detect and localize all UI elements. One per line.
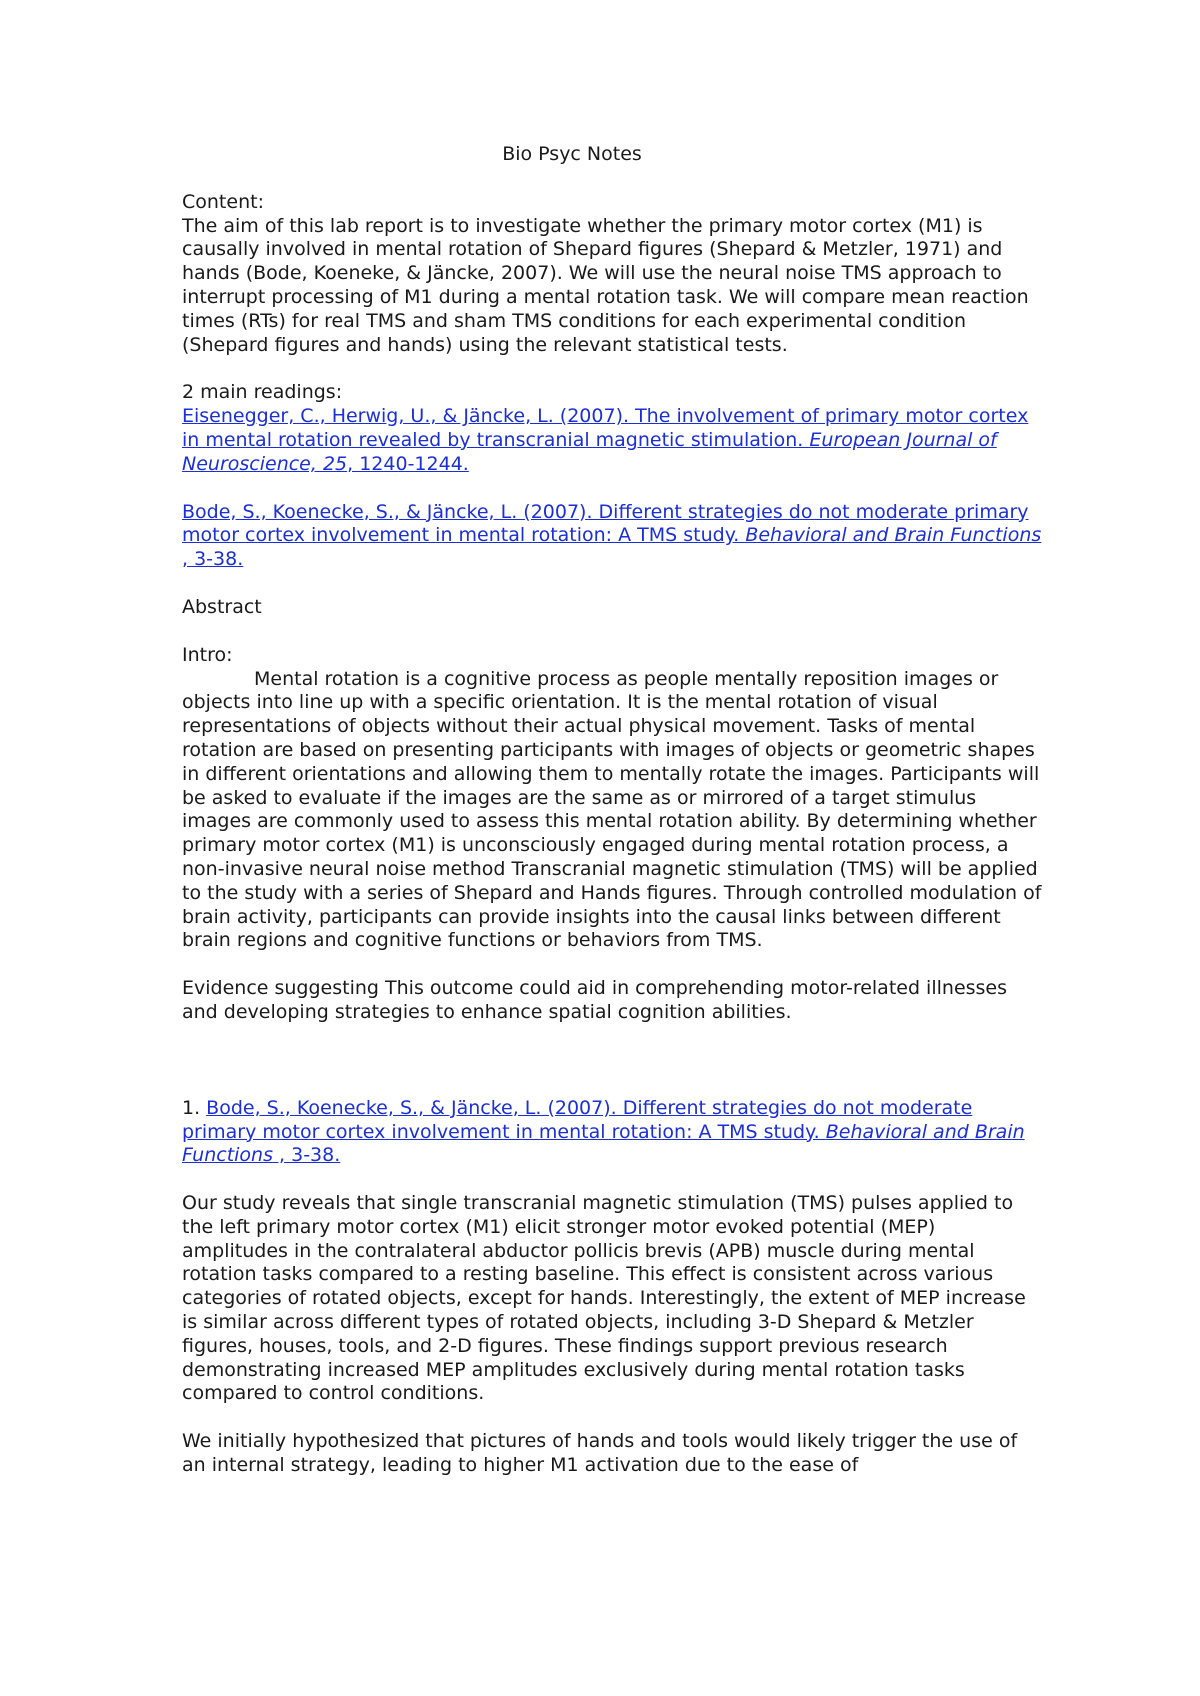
numbered-reference-journal: Behavioral and Brain Functions (182, 1120, 1025, 1167)
reading-2 (182, 501, 1042, 572)
reading-2-journal: Behavioral and Brain Functions (745, 524, 1042, 547)
spacer (182, 357, 1042, 381)
numbered-reference-link[interactable] (182, 1097, 1025, 1167)
reading-2-link[interactable] (182, 501, 1041, 571)
document-page (182, 143, 1042, 1478)
spacer (182, 1406, 1042, 1430)
numbered-reference (182, 1097, 1042, 1168)
reading-2-text: Bode, S., Koenecke, S., & Jäncke, L. (2007). Different strategies do not moderate primary motor cortex involvement in mental rotation: A TMS study. (182, 500, 1029, 547)
spacer (182, 620, 1042, 644)
reading-2-tail: , 3-38. (182, 548, 244, 571)
reading-1-tail: , 1240-1244. (347, 452, 469, 475)
content-heading: Content: (182, 190, 264, 213)
readings-heading: 2 main readings: (182, 381, 343, 404)
evidence-paragraph: Evidence suggesting This outcome could aid in comprehending motor-related illnesses and developing strategies to enhance spatial cognition abilities. (182, 977, 1008, 1023)
intro-paragraph (182, 668, 1042, 954)
reading-1 (182, 405, 1042, 476)
numbered-reference-tail: , 3-38. (272, 1144, 341, 1167)
intro-heading: Intro: (182, 643, 233, 666)
content-paragraph: The aim of this lab report is to investigate whether the primary motor cortex (M1) is causally involved in mental rotation of Shepard figures (Shepard & Metzler, 1971) and hands (Bode, Koeneke, & Jäncke, 2007). We will use the neural noise TMS approach to interrupt processing of M1 during a mental rotation task. We will compare mean reaction times (RTs) for real TMS and sham TMS conditions for each experimental condition (Shepard figures and hands) using the relevant statistical tests. (182, 214, 1029, 356)
hypothesis-paragraph: We initially hypothesized that pictures of hands and tools would likely trigger the use of an internal strategy, leading to higher M1 activation due to the ease of (182, 1430, 1018, 1477)
document-title: Bio Psyc Notes (502, 143, 642, 165)
reading-1-journal: European Journal of Neuroscience, 25 (182, 428, 997, 475)
abstract-heading: Abstract (182, 595, 262, 618)
spacer (182, 477, 1042, 501)
spacer (182, 572, 1042, 596)
reading-1-link[interactable] (182, 405, 1028, 475)
reference-number: 1. (182, 1096, 207, 1119)
spacer (182, 953, 1042, 977)
spacer (182, 1025, 1042, 1097)
spacer (182, 1168, 1042, 1192)
study-paragraph: Our study reveals that single transcranial magnetic stimulation (TMS) pulses applied to the left primary motor cortex (M1) elicit stronger motor evoked potential (MEP) amplitudes in the contralateral abductor pollicis brevis (APB) muscle during mental rotation tasks compared to a resting baseline. This effect is consistent across various categories of rotated objects, except for hands. Interestingly, the extent of MEP increase is similar across different types of rotated objects, including 3-D Shepard & Metzler figures, houses, tools, and 2-D figures. These findings support previous research demonstrating increased MEP amplitudes exclusively during mental rotation tasks compared to control conditions. (182, 1192, 1026, 1405)
numbered-reference-text: Bode, S., Koenecke, S., & Jäncke, L. (2007). Different strategies do not moderate primary motor cortex involvement in mental rotation: A TMS study. (182, 1096, 973, 1143)
reading-1-text: Eisenegger, C., Herwig, U., & Jäncke, L. (2007). The involvement of primary motor cortex in mental rotation revealed by transcranial magnetic stimulation. (182, 405, 1029, 451)
intro-text: Mental rotation is a cognitive process as people mentally reposition images or objects into line up with a specific orientation. It is the mental rotation of visual representations of objects without their actual physical movement. Tasks of mental rotation are based on presenting participants with images of objects or geometric shapes in different orientations and allowing them to mentally rotate the images. Participants will be asked to evaluate if the images are the same as or mirrored of a target stimulus images are commonly used to assess this mental rotation ability. By determining whether primary motor cortex (M1) is unconsciously engaged during mental rotation process, a non-invasive neural noise method Transcranial magnetic stimulation (TMS) will be applied to the study with a series of Shepard and Hands figures. Through controlled modulation of brain activity, participants can provide insights into the causal links between different brain regions and cognitive functions or behaviors from TMS. (182, 667, 1042, 952)
